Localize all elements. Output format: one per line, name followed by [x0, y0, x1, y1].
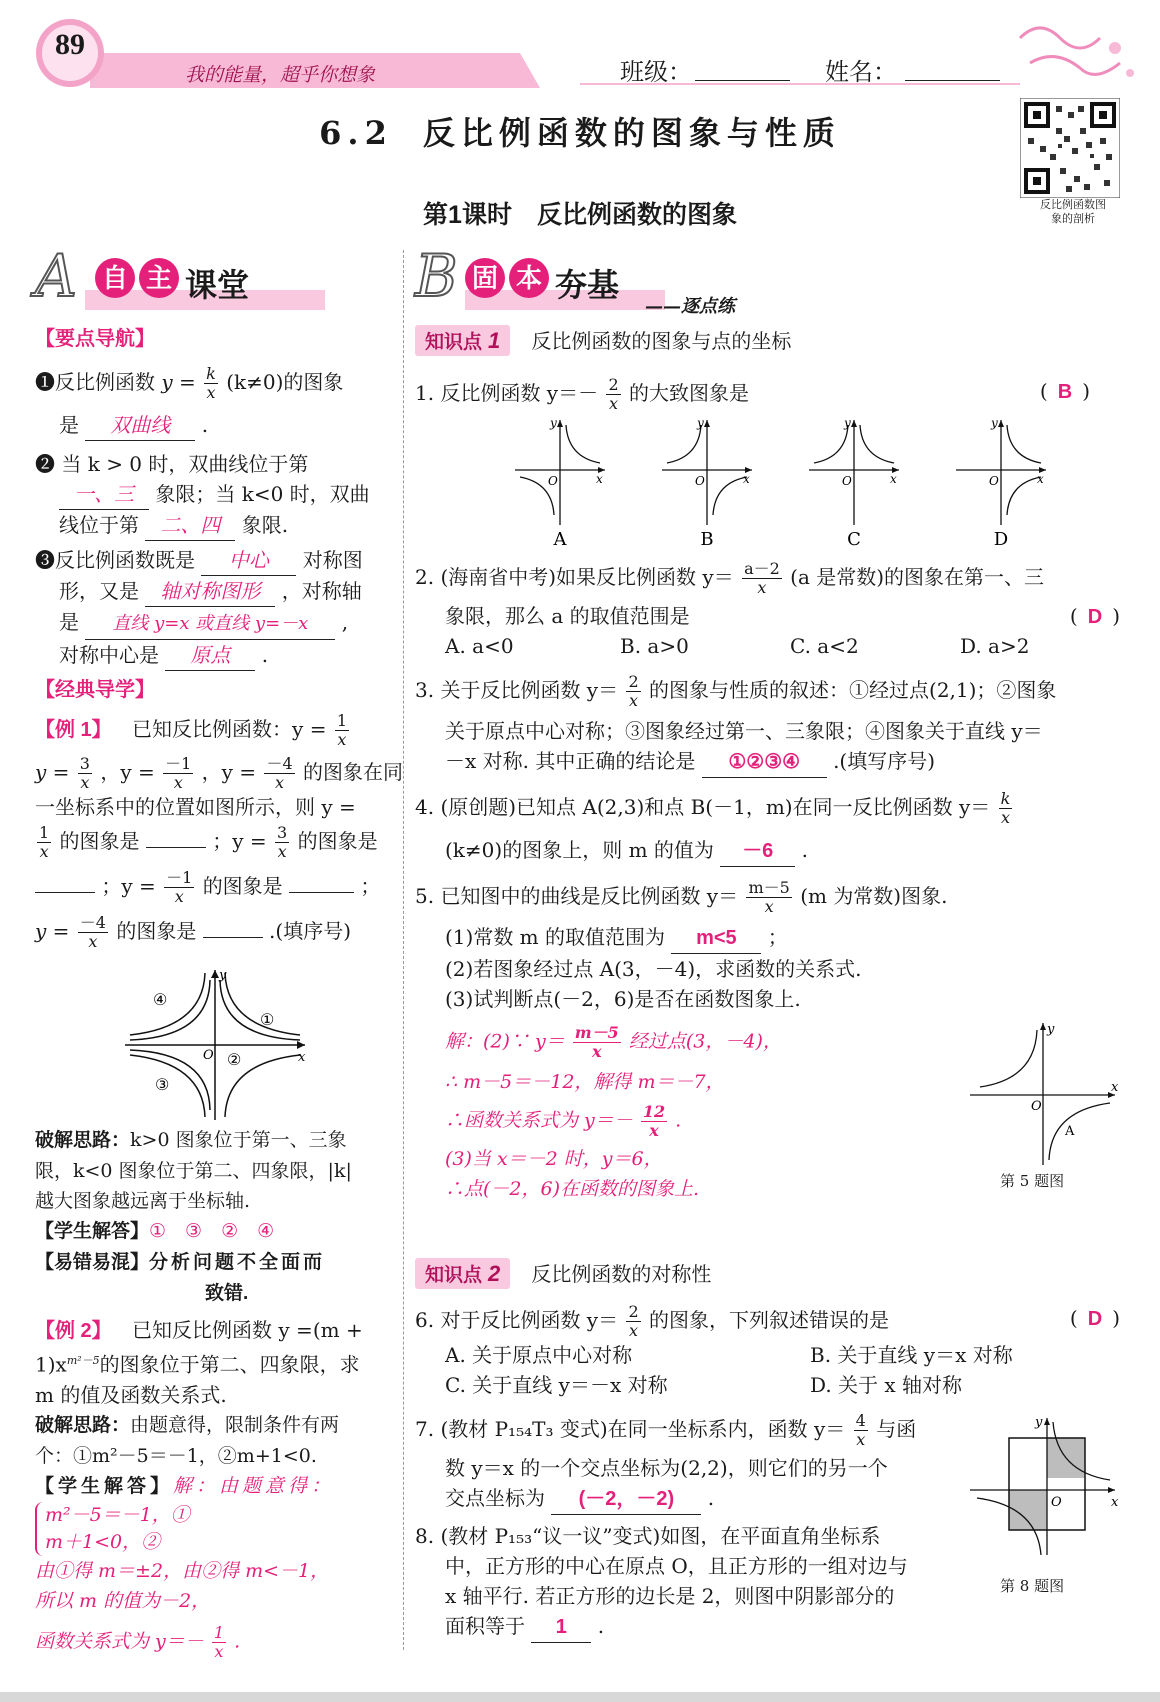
q5-num: m－5	[748, 878, 790, 897]
kp1-number: 1	[488, 328, 501, 353]
question-2	[415, 560, 1120, 597]
p3-text-e: 是	[59, 610, 79, 634]
p1-text-c: 是	[59, 413, 79, 437]
idea-1-a: k>0 图象位于第一、三象	[130, 1129, 347, 1151]
example-1-label: 【例 1】	[35, 719, 112, 741]
q5-s1-text: (1)常数 m 的取值范围为	[445, 925, 666, 949]
q3-num: 2	[628, 672, 639, 691]
q5-sol3-b: .	[675, 1109, 682, 1132]
graph-label-4: ④	[153, 990, 168, 1009]
q5-sol3-num: 12	[642, 1102, 666, 1121]
q1-option-b[interactable]: B	[700, 529, 714, 550]
point-3-cont2	[35, 607, 395, 640]
q3-text-e: .(填写序号)	[833, 749, 936, 773]
p3-text-d: ，对称轴	[281, 579, 362, 603]
q6-num: 2	[628, 1302, 639, 1321]
q3-text-d: －x 对称. 其中正确的结论是	[445, 749, 696, 773]
q1-answer: B	[1057, 381, 1073, 403]
q2-text-c: 象限，那么 a 的取值范围是	[445, 604, 690, 628]
classic-heading: 【经典导学】	[35, 679, 155, 701]
ex1-frac3-den: x	[173, 773, 183, 792]
q6-options-row-1	[415, 1340, 1120, 1370]
ex1-frac3-num: －1	[165, 754, 192, 773]
ex1-text-e: 的图象在同	[302, 760, 403, 784]
right-column	[415, 325, 1120, 413]
ex1-text-j: ；y =	[101, 874, 156, 898]
ex1-text-g: 的图象是	[59, 829, 140, 853]
ex1-blank-3[interactable]	[289, 892, 354, 893]
example-1-line-5	[35, 869, 395, 906]
q3-text-b: 的图象与性质的叙述：①经过点(2,1)；②图象	[649, 678, 1057, 702]
q2-option-a[interactable]: A. a<0	[445, 634, 514, 658]
ex2-text-c: 的图象位于第二、四象限，求	[99, 1352, 360, 1377]
q5-sub-3: (3)试判断点(－2，6)是否在函数图象上.	[445, 987, 801, 1011]
solution-b: 所以 m 的值为－2，	[35, 1589, 211, 1612]
q6-answer-bracket[interactable]: ( D )	[1069, 1306, 1120, 1330]
q8-text-d: 面积等于	[445, 1614, 525, 1638]
section-number: 6.2	[319, 114, 393, 152]
section-a-char-2: 主	[139, 258, 179, 298]
svg-text:O: O	[695, 474, 705, 488]
point-2: ❷ 当 k > 0 时，双曲线位于第	[35, 452, 309, 476]
name-label: 姓名：	[825, 59, 897, 86]
q5-sub-2: (2)若图象经过点 A(3，－4)，求函数的关系式.	[445, 957, 862, 981]
ex1-frac1-den: x	[337, 730, 347, 749]
ex1-q3-num: －1	[166, 868, 193, 887]
student-answer-1	[35, 1216, 395, 1247]
kp2-label: 知识点	[425, 1265, 483, 1286]
q2-option-b[interactable]: B. a>0	[620, 634, 689, 658]
student-answer-text: ① ③ ② ④	[149, 1220, 275, 1242]
ex1-frac4-num: －4	[266, 754, 293, 773]
q4-den: x	[1000, 808, 1010, 827]
q1-graph-b	[662, 416, 752, 525]
q1-den: x	[609, 394, 619, 413]
question-1	[415, 376, 1120, 413]
ex1-text-i: 的图象是	[297, 829, 378, 853]
class-blank[interactable]	[695, 80, 790, 81]
q5-sub-1	[415, 922, 1120, 954]
ex1-q4-num: －4	[79, 913, 106, 932]
ex1-q1-den: x	[39, 842, 49, 861]
solution-num: 1	[213, 1622, 225, 1642]
system-eq-2: m＋1<0，②	[45, 1530, 161, 1553]
q7-text-a: 7. (教材 P₁₅₄T₃ 变式)在同一坐标系内，函数 y＝	[415, 1417, 846, 1441]
graph-label-1: ①	[260, 1010, 275, 1029]
q8-text-e: .	[597, 1614, 605, 1638]
question-4	[415, 790, 1120, 827]
q4-text-c: .	[801, 838, 808, 862]
p3-answer-2[interactable]: 轴对称图形	[145, 576, 275, 607]
svg-text:x: x	[890, 472, 897, 486]
section-a-tail: 课堂	[185, 267, 250, 303]
svg-text:x: x	[743, 472, 750, 486]
q3-text-a: 3. 关于反比例函数 y＝	[415, 678, 619, 702]
q5-sol1-num: m－5	[574, 1023, 619, 1042]
idea-2-a: 由题意得，限制条件有两	[130, 1413, 340, 1436]
q7-text-b: 与函	[876, 1417, 917, 1441]
p3-text-h: .	[261, 643, 269, 667]
ex1-q2-num: 3	[277, 823, 288, 842]
p2-text-c: 线位于第	[59, 513, 139, 537]
ex1-origin: O	[203, 1048, 214, 1063]
idea-2-line-1	[35, 1410, 395, 1441]
q3-den: x	[629, 691, 639, 710]
q6-option-c[interactable]: C. 关于直线 y＝－x 对称	[445, 1373, 668, 1397]
ex1-text-h: ；y =	[212, 829, 267, 853]
q5-point-a: A	[1065, 1124, 1075, 1139]
q4-text-b: (k≠0)的图象上，则 m 的值为	[445, 838, 714, 862]
section-a-char-1: 自	[95, 258, 135, 298]
q8-figure-caption: 第 8 题图	[1000, 1577, 1065, 1595]
point-3-cont3	[35, 640, 395, 671]
curve-4b	[130, 980, 210, 1040]
solution-d: .	[234, 1630, 241, 1653]
ex1-blank-4[interactable]	[203, 937, 263, 938]
student-answer-2	[35, 1471, 395, 1502]
student-label: 【学生解答】	[35, 1221, 150, 1242]
class-label: 班级：	[620, 59, 692, 86]
ex1-y-label: y	[219, 968, 227, 983]
q5-solution-5: ∴点(－2，6)在函数的图象上.	[445, 1178, 700, 1200]
solution-den: x	[214, 1641, 224, 1661]
p3-text-f: ,	[341, 610, 349, 634]
question-4-cont	[415, 835, 1120, 867]
p3-answer-1[interactable]: 中心	[201, 545, 296, 576]
section-b-tail: 夯基	[555, 267, 620, 303]
q1-num: 2	[608, 375, 619, 394]
p3-answer-4[interactable]: 原点	[165, 640, 255, 671]
q1-option-a[interactable]: A	[553, 529, 567, 550]
section-b-note: ——逐点练	[645, 296, 735, 317]
student2-label: 【学生解答】	[35, 1475, 174, 1497]
p3-text-g: 对称中心是	[59, 643, 159, 667]
svg-text:O: O	[842, 474, 852, 488]
p3-text: ❸反比例函数既是	[35, 548, 195, 572]
q2-den: x	[757, 578, 767, 597]
q6-options-row-2	[415, 1370, 1120, 1400]
point-3	[35, 545, 395, 576]
q7-den: x	[856, 1430, 866, 1449]
graph-label-2: ②	[227, 1050, 242, 1069]
question-6	[415, 1303, 1120, 1340]
q8-x-label: x	[1111, 1495, 1119, 1510]
q5-sol1-a: 解：(2)∵ y＝	[445, 1030, 565, 1053]
ex1-q4-den: x	[88, 932, 98, 951]
q5-sol1-den: x	[592, 1042, 602, 1061]
page-number: 89	[55, 28, 85, 61]
p1-eq: y =	[161, 370, 196, 394]
ex1-text-d: ，y =	[201, 760, 257, 784]
q8-answer[interactable]: 1	[531, 1612, 591, 1643]
svg-text:O: O	[548, 474, 558, 488]
p3-text-c: 形，又是	[59, 579, 139, 603]
q5-x-label: x	[1111, 1080, 1119, 1095]
example-2-line-2	[35, 1346, 395, 1380]
example-2-line-1	[35, 1315, 395, 1346]
p3-answer-3[interactable]: 直线 y=x 或直线 y=－x	[85, 609, 335, 640]
point-1-cont	[35, 410, 395, 441]
kp2-title: 反比例函数的对称性	[531, 1264, 712, 1286]
q7-answer[interactable]: (－2，－2)	[551, 1484, 701, 1515]
point-3-cont	[35, 576, 395, 607]
graph-label-3: ③	[155, 1075, 170, 1094]
q1-option-d[interactable]: D	[993, 529, 1009, 550]
q5-solution-4: (3)当 x＝－2 时，y＝6，	[445, 1148, 663, 1170]
question-8: 8. (教材 P₁₅₃“议一议”变式)如图，在平面直角坐标系	[415, 1524, 881, 1548]
q2-answer-bracket[interactable]: ( D )	[1069, 604, 1120, 628]
ex1-text-b: y =	[35, 760, 70, 784]
p1-text-b: (k≠0)的图象	[226, 370, 344, 394]
p2-answer-1[interactable]: 一、三	[59, 479, 149, 510]
ex1-q2-den: x	[277, 842, 287, 861]
example-1-line-4	[35, 824, 395, 861]
ex1-frac2-num: 3	[79, 754, 90, 773]
q5-solution-2: ∴ m－5＝－12，解得 m＝－7，	[445, 1071, 725, 1093]
nav-heading: 【要点导航】	[35, 328, 155, 350]
q8-figure	[965, 1410, 1125, 1560]
solution-c: 函数关系式为 y＝－	[35, 1630, 204, 1653]
ex1-frac4-den: x	[275, 773, 285, 792]
q8-text-b: 中，正方形的中心在原点 O，且正方形的一组对边与	[445, 1554, 908, 1578]
question-3-cont	[415, 746, 1120, 778]
curve-3b	[130, 1050, 210, 1110]
p1-text: ❶反比例函数	[35, 370, 155, 394]
q1-graph-c	[809, 416, 899, 525]
svg-text:O: O	[989, 474, 999, 488]
p1-num: k	[206, 364, 216, 383]
section-a-letter: A	[35, 242, 77, 310]
q1-text-b: 的大致图象是	[629, 381, 750, 405]
equation-system	[35, 1502, 395, 1556]
p2-answer-2[interactable]: 二、四	[145, 510, 235, 541]
example-2-label: 【例 2】	[35, 1320, 112, 1342]
q7-num: 4	[855, 1411, 866, 1430]
q5-curve-right	[1049, 1103, 1110, 1160]
idea-2-label: 破解思路：	[35, 1414, 131, 1436]
ex1-text-m: 的图象是	[116, 919, 197, 943]
q6-option-a[interactable]: A. 关于原点中心对称	[445, 1343, 633, 1367]
question-5	[415, 879, 1120, 916]
svg-text:x: x	[1037, 472, 1044, 486]
knowledge-point-2	[415, 1258, 1120, 1289]
q7-text-c: 数 y＝x 的一个交点坐标为(2,2)，则它们的另一个	[445, 1456, 888, 1480]
svg-text:y: y	[991, 416, 998, 430]
footer-rule	[0, 1692, 1160, 1702]
example-1-line-6	[35, 914, 395, 951]
q2-num: a－2	[744, 559, 780, 578]
ex1-text-k: 的图象是	[202, 874, 283, 898]
p3-text-b: 对称图	[302, 548, 363, 572]
page-title	[0, 108, 1160, 154]
q6-option-d[interactable]: D. 关于 x 轴对称	[810, 1373, 963, 1397]
q8-origin: O	[1051, 1495, 1062, 1510]
solution-a: 由①得 m＝±2，由②得 m<－1，	[35, 1559, 330, 1582]
q2-text-a: 2. (海南省中考)如果反比例函数 y＝	[415, 565, 734, 589]
section-title: 反比例函数的图象与性质	[422, 114, 841, 152]
q5-y-label: y	[1047, 1022, 1055, 1037]
ex1-text-n: .(填序号)	[269, 919, 352, 943]
svg-text:y: y	[550, 416, 557, 430]
q6-text-b: 的图象，下列叙述错误的是	[649, 1308, 890, 1332]
p2-text-b: 象限；当 k<0 时，双曲	[155, 482, 370, 506]
ex1-frac1-num: 1	[336, 711, 348, 730]
section-b-header	[415, 242, 815, 320]
ex2-text-b: 1)x	[35, 1352, 67, 1377]
idea-2-b: 个：①m²－5＝－1，②m+1<0.	[35, 1444, 317, 1467]
example-1-line-1	[35, 712, 395, 749]
ex1-frac2-den: x	[80, 773, 90, 792]
example-1-graph	[115, 965, 315, 1125]
q7-text-d: 交点坐标为	[445, 1486, 545, 1510]
question-8-cont	[415, 1611, 1120, 1643]
kp1-label: 知识点	[425, 332, 483, 353]
q5-s1-answer[interactable]: m<5	[671, 923, 761, 954]
q2-text-b: (a 是常数)的图象在第一、三	[790, 565, 1045, 589]
confuse-line	[35, 1247, 395, 1278]
student2-a: 解：由题意得：	[173, 1474, 335, 1497]
question-3	[415, 673, 1120, 710]
point-2-cont	[35, 479, 395, 510]
ex2-exponent: m²－5	[66, 1354, 100, 1367]
q3-answer[interactable]: ①②③④	[702, 747, 827, 778]
kp2-number: 2	[488, 1261, 501, 1286]
ex1-q4-eq: y =	[35, 919, 70, 943]
p2-text-d: 象限.	[241, 513, 289, 537]
section-b-char-1: 固	[465, 258, 505, 298]
q5-sol3-den: x	[649, 1121, 659, 1140]
section-b-letter: B	[415, 242, 458, 310]
left-column	[35, 322, 403, 951]
q3-text-c: 关于原点中心对称；③图象经过第一、三象限；④图象关于直线 y＝	[445, 719, 1043, 743]
q1-option-c[interactable]: C	[847, 529, 861, 550]
knowledge-point-1	[415, 325, 1120, 356]
idea-1-b: 限，k<0 图象位于第二、四象限，|k|	[35, 1160, 352, 1182]
q7-text-e: .	[707, 1486, 715, 1510]
q4-answer[interactable]: －6	[720, 836, 795, 867]
name-blank[interactable]	[905, 80, 1000, 81]
question-2-cont	[415, 601, 1120, 631]
qr-caption: 反比例函数图象的剖析	[1040, 199, 1106, 225]
q4-num: k	[1000, 789, 1011, 808]
q6-den: x	[629, 1321, 639, 1340]
svg-text:y: y	[697, 416, 704, 430]
q2-option-d[interactable]: D. a>2	[960, 634, 1030, 658]
curve-4	[130, 973, 205, 1035]
q6-text-a: 6. 对于反比例函数 y＝	[415, 1308, 619, 1332]
q6-option-b[interactable]: B. 关于直线 y＝x 对称	[810, 1343, 1013, 1367]
q5-figure	[965, 1015, 1125, 1175]
svg-text:x: x	[596, 472, 603, 486]
lesson-subtitle: 第1课时 反比例函数的图象	[423, 201, 737, 229]
q1-graph-a	[515, 416, 605, 525]
confuse-b: 致错.	[205, 1283, 249, 1304]
ex1-text-f: 一坐标系中的位置如图所示，则 y =	[35, 795, 356, 819]
slogan: 我的能量，超乎你想象	[185, 64, 376, 86]
idea-1-line-1	[35, 1125, 395, 1156]
idea-1-label: 破解思路：	[35, 1130, 131, 1151]
q5-sol3-a: ∴函数关系式为 y＝－	[445, 1109, 633, 1132]
q5-text-b: (m 为常数)图象.	[800, 884, 948, 908]
point-1	[35, 365, 395, 402]
ex1-blank-2[interactable]	[35, 892, 95, 893]
q1-options-graphs	[510, 415, 1070, 550]
ex1-q1-num: 1	[39, 823, 50, 842]
column-divider	[403, 250, 404, 1650]
p1-answer[interactable]: 双曲线	[85, 410, 195, 441]
q1-text-a: 1. 反比例函数 y＝－	[415, 381, 599, 405]
ex1-x-label: x	[298, 1050, 306, 1065]
point-2-cont2	[35, 510, 395, 541]
q1-answer-bracket[interactable]: ( B )	[1039, 379, 1090, 403]
confuse-b-line	[35, 1278, 395, 1309]
ex2-text-d: m 的值及函数关系式.	[35, 1382, 227, 1407]
confuse-label: 【易错易混】	[35, 1252, 150, 1273]
left-column-lower	[35, 1125, 395, 1661]
p1-text-d: .	[201, 413, 209, 437]
ex1-text-l: ；	[360, 874, 381, 898]
header-band	[20, 18, 1140, 88]
ex1-text-c: ，y =	[100, 760, 155, 784]
solution-c-line	[35, 1624, 395, 1661]
q8-y-label: y	[1035, 1415, 1043, 1430]
q5-text-a: 5. 已知图中的曲线是反比例函数 y＝	[415, 884, 739, 908]
q5-figure-caption: 第 5 题图	[1000, 1172, 1065, 1190]
ex2-text-a: 已知反比例函数 y =(m +	[132, 1318, 363, 1342]
q5-curve-left	[980, 1030, 1037, 1087]
q2-answer: D	[1087, 606, 1103, 628]
confuse-a: 分析问题不全面而	[149, 1252, 326, 1273]
q5-s1-end: ；	[767, 925, 788, 949]
idea-1-c: 越大图象越远离于坐标轴.	[35, 1190, 251, 1212]
q8-text-c: x 轴平行. 若正方形的边长是 2，则图中阴影部分的	[445, 1584, 895, 1608]
svg-text:y: y	[844, 416, 851, 430]
ex1-q3-den: x	[174, 887, 184, 906]
ex1-text-a: 已知反比例函数：y =	[132, 717, 327, 741]
section-a-header	[35, 242, 395, 320]
q2-options	[415, 631, 1120, 661]
kp1-title: 反比例函数的图象与点的坐标	[531, 331, 792, 353]
q5-sol1-b: 经过点(3，－4)，	[628, 1030, 782, 1053]
q6-answer: D	[1087, 1308, 1103, 1330]
example-1-line-2	[35, 754, 403, 792]
system-eq-1: m²－5＝－1，①	[45, 1503, 190, 1526]
q5-origin: O	[1031, 1099, 1042, 1114]
q1-graph-d	[956, 416, 1046, 525]
q4-text-a: 4. (原创题)已知点 A(2,3)和点 B(－1，m)在同一反比例函数 y＝	[415, 795, 991, 819]
p1-den: x	[206, 383, 216, 402]
q2-option-c[interactable]: C. a<2	[790, 634, 859, 658]
ex1-blank-1[interactable]	[146, 847, 206, 848]
p1-fraction	[204, 365, 218, 402]
q5-den: x	[764, 897, 774, 916]
section-b-char-2: 本	[509, 258, 549, 298]
